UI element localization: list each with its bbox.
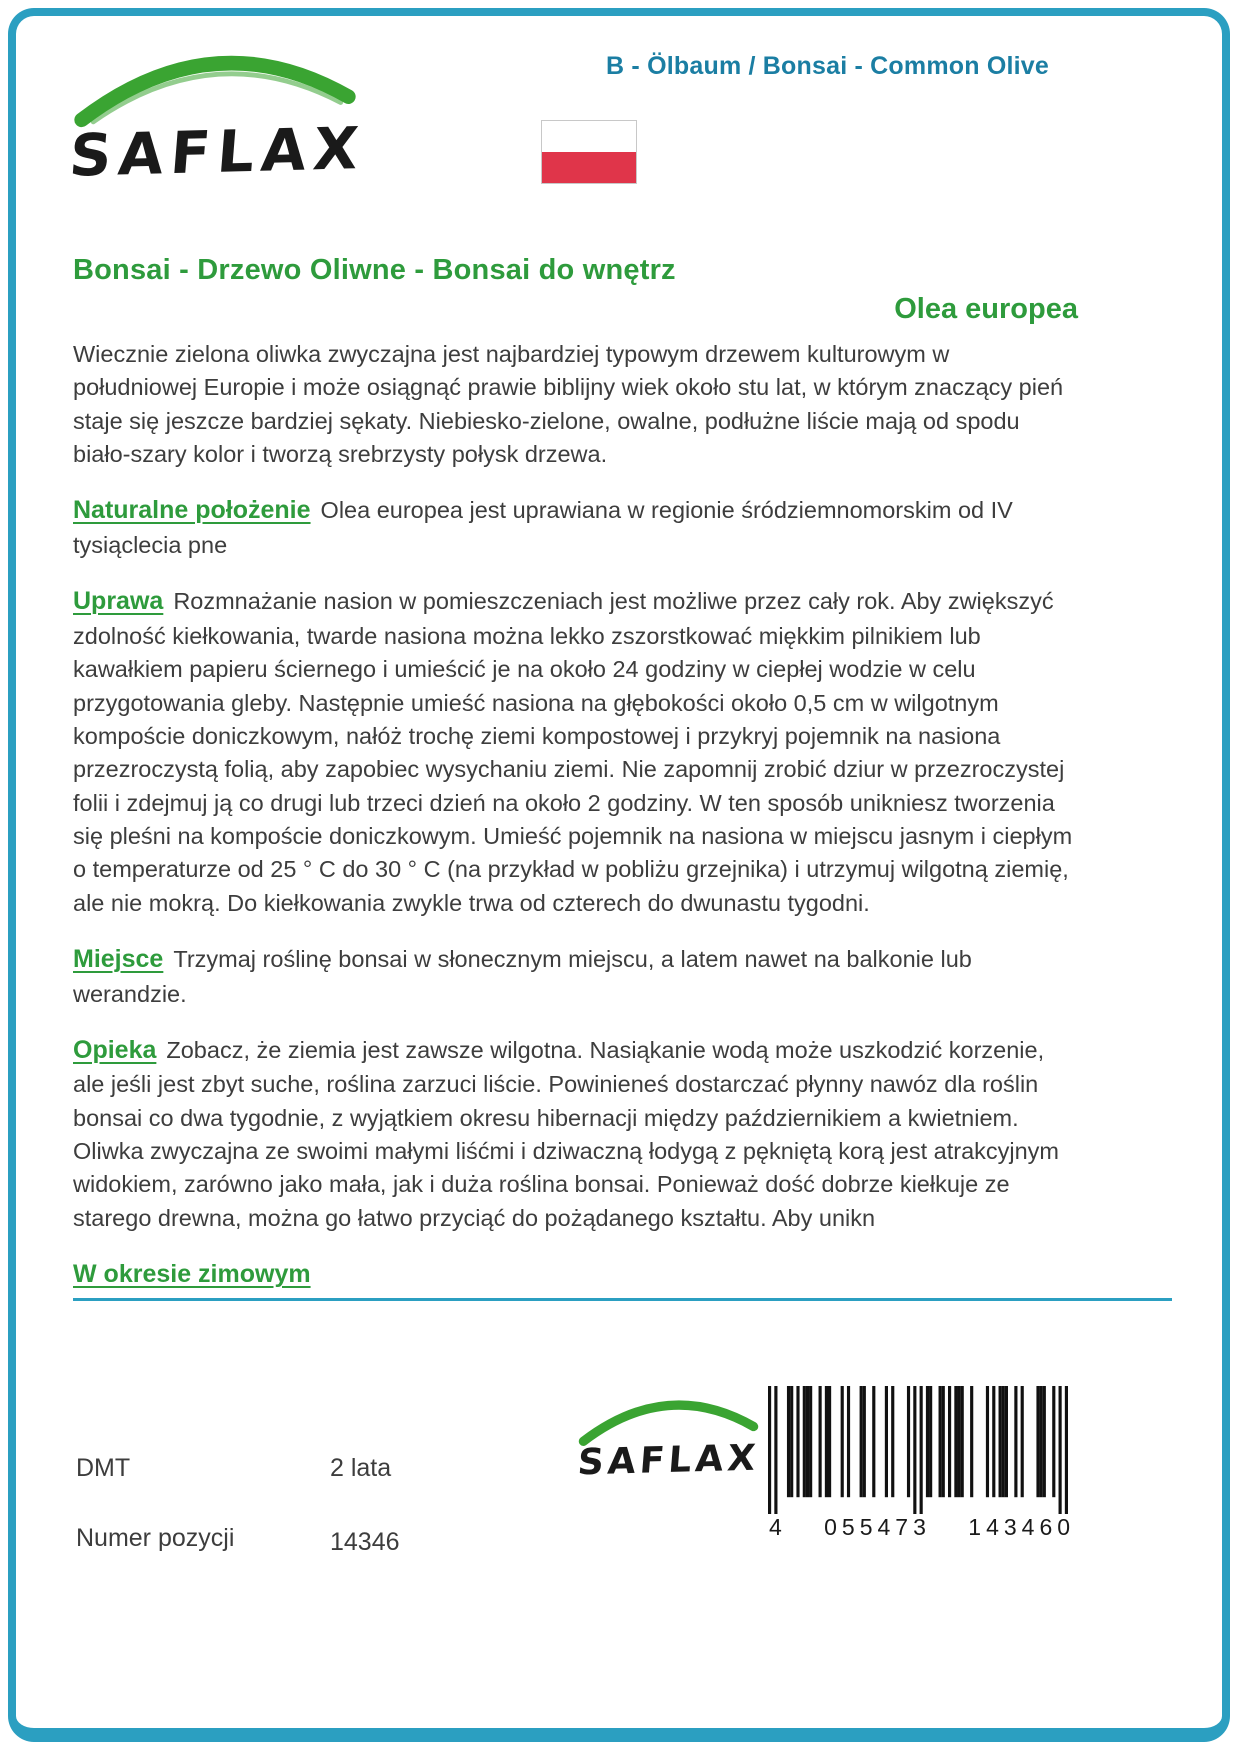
section-cultivation — [73, 584, 1078, 920]
section-heading: Miejsce — [73, 945, 164, 974]
content-area — [73, 254, 1078, 1293]
saflax-wordmark: SAFLAX — [66, 114, 368, 190]
section-care — [73, 1033, 1078, 1235]
item-number-label: Numer pozycji — [76, 1524, 235, 1552]
latin-name: Olea europea — [894, 293, 1078, 325]
page-title: Bonsai - Drzewo Oliwne - Bonsai do wnętrz — [73, 254, 676, 286]
barcode-number: 4 055473 143460 — [768, 1514, 1076, 1540]
section-natural-location — [73, 493, 1078, 562]
barcode — [768, 1386, 1076, 1541]
dmt-value: 2 lata — [330, 1454, 392, 1482]
section-heading: Uprawa — [73, 587, 164, 616]
section-text: Trzymaj roślinę bonsai w słonecznym miejscu, a latem nawet na balkonie lub werandzie. — [73, 946, 972, 1007]
section-place — [73, 942, 1078, 1011]
dmt-label: DMT — [76, 1454, 131, 1482]
poland-flag-icon — [541, 120, 637, 184]
flag-white-stripe — [542, 121, 636, 152]
barcode-bars — [768, 1386, 1068, 1514]
section-text: Rozmnażanie nasion w pomieszczeniach jest możliwe przez cały rok. Aby zwiększyć zdolność kiełkowania, twarde nasiona można lekko zszorstkować miękkim pilnikiem lub kawałkiem papieru ściernego i umieścić je na około 24 godziny w ciepłej wodzie w celu przygotowania gleby. Następnie umieść nasiona na głębokości około 0,5 cm w wilgotnym kompoście doniczkowym, nałóż trochę ziemi kompostowej i przykryj pojemnik na nasiona przezroczystą folią, aby zapobiec wysychaniu ziemi. Nie zapomnij zrobić dziur w przezroczystej folii i zdejmuj ją co drugi lub trzeci dzień na około 2 godziny. W ten sposób unikniesz tworzenia się pleśni na kompoście doniczkowym. Umieść pojemnik na nasiona w miejscu jasnym i ciepłym o temperaturze od 25 ° C do 30 ° C (na przykład w pobliżu grzejnika) i utrzymuj wilgotną ziemię, ale nie mokrą. Do kiełkowania zwykle trwa od czterech do dwunastu tygodni. — [73, 588, 1073, 916]
item-number-value: 14346 — [330, 1528, 400, 1556]
intro-paragraph: Wiecznie zielona oliwka zwyczajna jest najbardziej typowym drzewem kulturowym w południowej Europie i może osiągnąć prawie biblijny wiek około stu lat, w którym znaczący pień staje się jeszcze bardziej sękaty. Niebiesko-zielone, owalne, podłużne liście mają od spodu biało-szary kolor i tworzą srebrzysty połysk drzewa. — [73, 341, 1064, 468]
section-text: Olea europea jest uprawiana w regionie śródziemnomorskim od IV tysiąclecia pne — [73, 497, 1013, 558]
section-winter — [73, 1257, 1078, 1293]
saflax-logo — [66, 46, 368, 190]
saflax-logo-small — [576, 1394, 761, 1484]
seed-packet-label — [8, 8, 1230, 1742]
flag-red-stripe — [542, 152, 636, 183]
footer-divider — [73, 1298, 1172, 1301]
section-heading: Naturalne położenie — [73, 496, 311, 525]
section-heading: Opieka — [73, 1035, 157, 1064]
saflax-wordmark: SAFLAX — [576, 1437, 761, 1484]
section-heading: W okresie zimowym — [73, 1260, 311, 1289]
section-text: Zobacz, że ziemia jest zawsze wilgotna. Nasiąkanie wodą może uszkodzić korzenie, ale jeśli jest zbyt suche, roślina zarzuci liście. Powinieneś dostarczać płynny nawóz dla roślin bonsai co dwa tygodnie, z wyjątkiem okresu hibernacji między październikiem a kwietniem. Oliwka zwyczajna ze swoimi małymi liśćmi i dziwaczną łodygą z pękniętą korą jest atrakcyjnym widokiem, zarówno jako mała, jak i duża roślina bonsai. Ponieważ dość dobrze kiełkuje ze starego drewna, można go łatwo przyciąć do pożądanego kształtu. Aby unikn — [73, 1036, 1060, 1231]
variety-header: B - Ölbaum / Bonsai - Common Olive — [606, 52, 1049, 80]
